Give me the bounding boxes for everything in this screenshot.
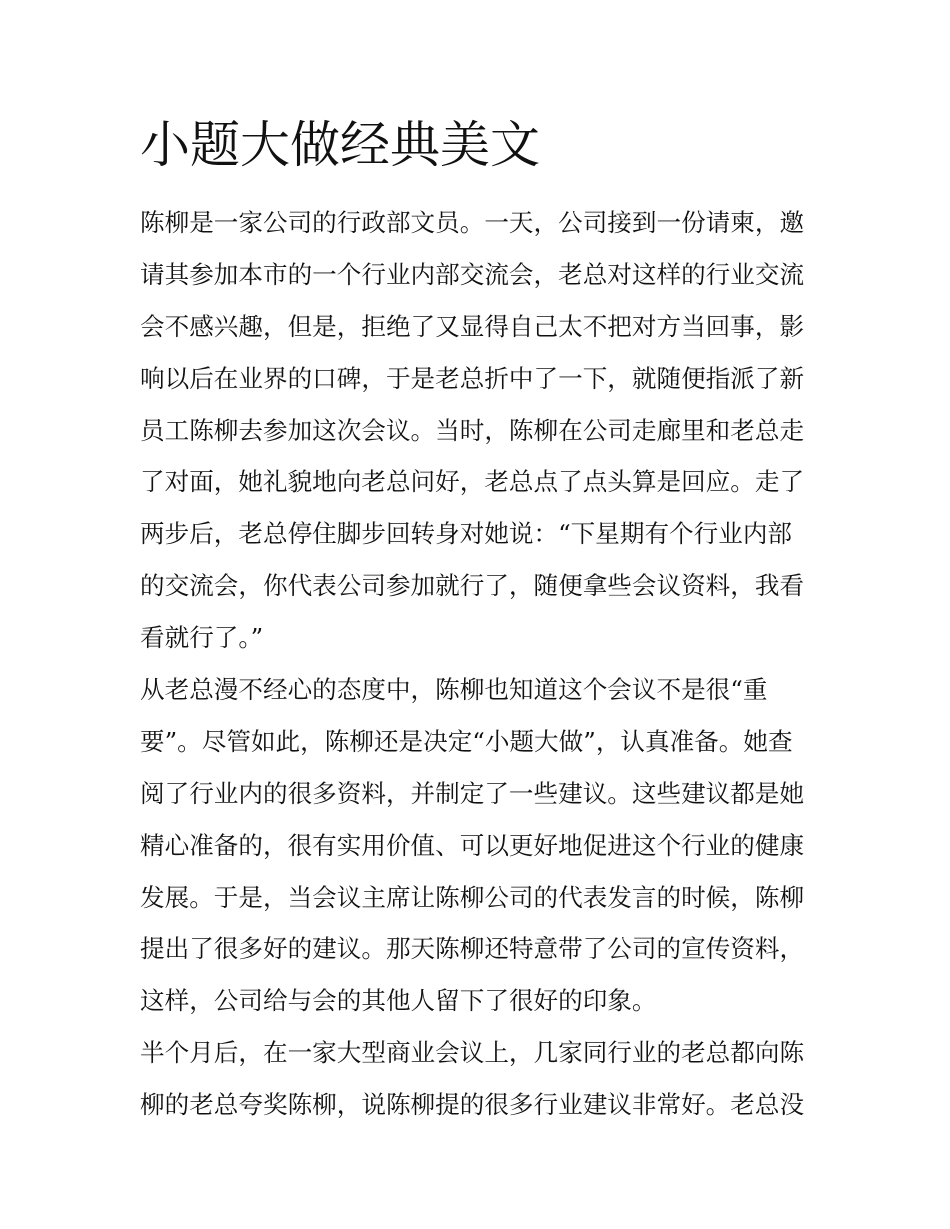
text-line: 精心准备的，很有实用价值、可以更好地促进这个行业的健康 — [140, 830, 805, 860]
text-line: 的交流会，你代表公司参加就行了，随便拿些会议资料，我看 — [140, 571, 805, 601]
text-line: 员工陈柳去参加这次会议。当时，陈柳在公司走廊里和老总走 — [140, 415, 805, 445]
document-body — [140, 197, 820, 1131]
text-line: 柳的老总夸奖陈柳，说陈柳提的很多行业建议非常好。老总没 — [140, 1090, 805, 1120]
text-line: 响以后在业界的口碑，于是老总折中了一下，就随便指派了新 — [140, 363, 805, 393]
text-line: 了对面，她礼貌地向老总问好，老总点了点头算是回应。走了 — [140, 467, 805, 497]
text-line: 阅了行业内的很多资料，并制定了一些建议。这些建议都是她 — [140, 778, 805, 808]
text-line: 会不感兴趣，但是，拒绝了又显得自己太不把对方当回事，影 — [140, 311, 805, 341]
document-title: 小题大做经典美文 — [140, 116, 540, 174]
text-line: 从老总漫不经心的态度中，陈柳也知道这个会议不是很“重 — [140, 675, 768, 705]
text-line: 半个月后，在一家大型商业会议上，几家同行业的老总都向陈 — [140, 1038, 805, 1068]
text-line: 要”。尽管如此，陈柳还是决定“小题大做”，认真准备。她查 — [140, 726, 793, 756]
text-line: 这样，公司给与会的其他人留下了很好的印象。 — [140, 986, 657, 1016]
text-line: 提出了很多好的建议。那天陈柳还特意带了公司的宣传资料， — [140, 934, 805, 964]
text-line: 两步后，老总停住脚步回转身对她说：“下星期有个行业内部 — [140, 519, 793, 549]
text-line: 发展。于是，当会议主席让陈柳公司的代表发言的时候，陈柳 — [140, 882, 805, 912]
text-line: 请其参加本市的一个行业内部交流会，老总对这样的行业交流 — [140, 259, 805, 289]
text-line: 看就行了。” — [140, 623, 264, 653]
text-line: 陈柳是一家公司的行政部文员。一天，公司接到一份请柬，邀 — [140, 208, 805, 237]
